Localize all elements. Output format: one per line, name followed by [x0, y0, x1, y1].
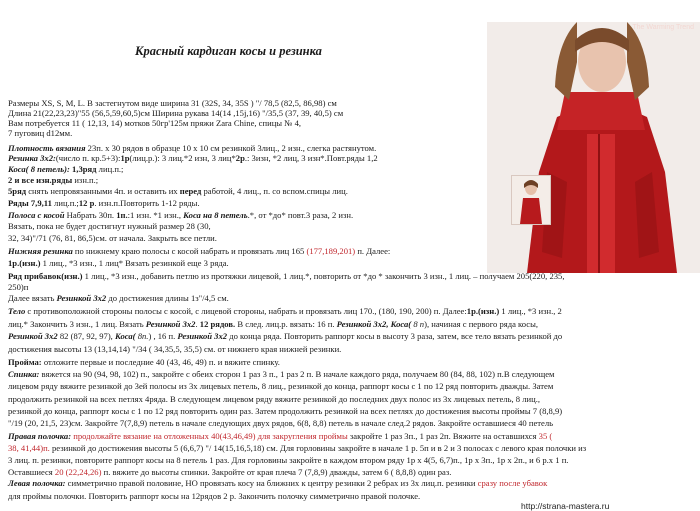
- text-segment: лицевом ряду вяжите резинкой до 3ей полосы из 3х лицевых петель, 8 лиц., резинкой до конца, раппорт косы с 1 по 12 ряд повторить дважды. Затем: [8, 381, 554, 391]
- text-segment: Резинкой 3х2: [8, 331, 58, 341]
- text-line: [8, 293, 229, 303]
- text-segment: Тело: [8, 306, 26, 316]
- text-line: [8, 143, 376, 153]
- text-segment: Вязать, пока не будет достигнут нужный размер 28 (30,: [8, 221, 211, 231]
- text-segment: 8 п: [411, 319, 425, 329]
- text-segment: Резинкой 3х2: [177, 331, 228, 341]
- text-line: [8, 271, 565, 281]
- text-line: [8, 467, 451, 477]
- text-line: [8, 344, 341, 354]
- text-segment: лиц.п.;: [96, 164, 124, 174]
- text-segment: 1 лиц., *3 изн., 1 лиц* Вязать резинкой еще 3 ряда.: [40, 258, 229, 268]
- text-segment: 23п. x 30 рядов в образце 10 x 10 см резинкой 3лиц., 2 изн., слегка растянутом.: [85, 143, 377, 153]
- text-segment: Набрать 30п.: [64, 210, 117, 220]
- text-line: [8, 394, 540, 404]
- text-segment: Ряд прибавок(изн.): [8, 271, 83, 281]
- text-segment: Ряды 7,9,11: [8, 198, 52, 208]
- text-segment: Далее вязать: [8, 293, 57, 303]
- text-segment: вяжется на 90 (94, 98, 102) п., закройте с обеих сторон 1 раз 3 п., 1 раз 2 п. В начале каждого ряда, получаем 80 (84, 88, 102) п.В следующем: [39, 369, 555, 379]
- text-segment: Плотность вязания: [8, 143, 86, 153]
- text-segment: симметрично правой половине, НО провязать косу на ближних к центру резинки 2 ребрах из 3х лиц.п. резинки: [65, 478, 478, 488]
- text-segment: до конца ряда. Повторить раппорт косы в высоту 3 раза, затем, все тело вязать резинкой до: [227, 331, 563, 341]
- text-line: [8, 381, 553, 391]
- text-line: [8, 357, 280, 367]
- text-line: [8, 153, 378, 163]
- text-segment: 1 лиц., *3 изн., добавить петлю из протяжки лицевой, 1 лиц.*, повторить от *до * закончить 3 изн., 1 лиц. – получаем 205(220, 235,: [82, 271, 565, 281]
- text-segment: п. Далее:: [355, 246, 391, 256]
- text-line: [8, 108, 343, 118]
- text-segment: сразу после убавок: [477, 478, 548, 488]
- text-segment: Правая полочка:: [8, 431, 72, 441]
- text-segment: резинкой до конца, раппорт косы с 1 по 12 ряд повторить один раз. Затем продолжить резинкой на всех петлях до достижения высоты проймы 7 (8,8,9): [8, 406, 563, 416]
- source-url: http://strana-mastera.ru: [521, 501, 610, 511]
- text-segment: Оставшиеся: [8, 467, 55, 477]
- text-segment: снять непровязанными 4п. и оставить их: [26, 186, 180, 196]
- text-segment: 1р.(изн.): [466, 306, 500, 316]
- text-segment: Коса( 8 петель):: [8, 164, 70, 174]
- text-line: [8, 186, 348, 196]
- text-line: [8, 98, 337, 108]
- text-segment: 3 лиц. п. резинки, повторите раппорт косы на 8 петель 1 раз. Для горловины закройте в каждом втором ряду 1р x 4(5, 6,7)п., 1р x 3п., 1р x 2п., и 6 р.x 1 п.: [8, 455, 569, 465]
- text-segment: 32, 34)"/71 (76, 81, 86,5)см. от начала. Закрыть все петли.: [8, 233, 217, 243]
- text-segment: 2 и все изн.ряды: [8, 175, 73, 185]
- text-segment: 12 рядов.: [199, 319, 236, 329]
- text-segment: (177,189,201): [306, 246, 356, 256]
- text-segment: Резинкой 3х2: [56, 293, 107, 303]
- text-segment: 38, 41,44)п.: [8, 443, 50, 453]
- text-segment: резинкой до достижения высоты 5 (6,6,7) "/ 14(15,16,5,18) см. Для горловины закройте в начале 1 р. 5п и в 2 и 3 полосах с левого края полочки из: [49, 443, 587, 453]
- text-segment: Длина 21(22,23,23)"55 (56,5,59,60,5)см Ширина рукава 14(14 ,15j,16) "/35,5 (37, 39, 40,5) см: [8, 108, 344, 118]
- text-segment: лиц.п.;: [51, 198, 79, 208]
- text-segment: Пройма:: [8, 357, 42, 367]
- text-segment: по нижнему краю полосы с косой набрать и провязать лиц 165: [72, 246, 307, 256]
- text-segment: Резинка 3х2:: [8, 153, 56, 163]
- text-segment: продолжить резинкой на всех петлях 4ряда. В следующем лицевом ряду вяжите резинкой до последних двух полос из 3х лицевых петель, 8 лиц.,: [8, 394, 541, 404]
- text-line: [8, 221, 211, 231]
- text-segment: 82 (87, 92, 97),: [57, 331, 115, 341]
- text-line: [8, 319, 538, 329]
- text-line: [8, 406, 562, 416]
- text-segment: 2р: [235, 153, 245, 163]
- text-segment: продолжайте вязание на отложенных 40(43,46,49) для закругления проймы: [71, 431, 348, 441]
- text-segment: 1 лиц., *3 изн., 2: [499, 306, 562, 316]
- text-segment: достижения высоты 13 (13,14,14) "/34 ( 34,35,5, 35,5) см. от нижнего края нижней резинки.: [8, 344, 342, 354]
- text-line: [8, 175, 98, 185]
- text-segment: 1п.: [116, 210, 128, 220]
- text-segment: 1,3ряд: [69, 164, 97, 174]
- text-segment: 12 р: [78, 198, 95, 208]
- text-segment: ), начиная с первого ряда косы,: [424, 319, 539, 329]
- text-segment: с противоположной стороны полосы с косой, с лицевой стороны, набрать и провязать лиц 170., (180, 190, 200) п. Далее:: [25, 306, 467, 316]
- text-segment: . изн.п.Повторить 1-12 ряды.: [94, 198, 200, 208]
- text-segment: Резинкой 3х2: [145, 319, 196, 329]
- text-segment: ) , 16 п.: [148, 331, 178, 341]
- text-segment: .*, от *до* повт.3 раза, 2 изн.: [247, 210, 354, 220]
- text-line: [8, 118, 301, 128]
- text-segment: 1р: [120, 153, 130, 163]
- text-segment: лиц.* Закончить 3 изн., 1 лиц. Вязать: [8, 319, 146, 329]
- inset-model-illustration: [512, 176, 550, 224]
- text-segment: работой, 4 лиц., п. со вспом.спицы лиц.: [201, 186, 348, 196]
- inset-photo: [511, 175, 551, 225]
- text-line: [8, 331, 562, 341]
- text-line: [8, 478, 547, 488]
- text-segment: 8п.: [135, 331, 149, 341]
- text-segment: до достижения длины 1з"/4,5 см.: [106, 293, 229, 303]
- text-line: [8, 443, 586, 453]
- text-segment: В след. лиц.р. вязать: 16 п.: [235, 319, 337, 329]
- text-segment: отложите первые и последние 40 (43, 46, 49) п. и вяжите спинку.: [41, 357, 280, 367]
- text-segment: Резинкой 3х2, Коса(: [336, 319, 412, 329]
- text-segment: "/19 (20, 21,5, 23)см. Закройте 7(7,8,9) петель в начале следующих двух рядов, 6(8, 8,8) петель в начале след.2 рядов. Закройте оставшиеся 40 петель: [8, 418, 554, 428]
- text-segment: .: [195, 319, 200, 329]
- text-segment: Размеры XS, S, M, L. В застегнутом виде ширина 31 (32S, 34, 35S ) "/ 78,5 (82,5, 86,98) см: [8, 98, 337, 108]
- document-title: Красный кардиган косы и резинка: [135, 44, 322, 58]
- text-segment: Нижняя резинка: [8, 246, 73, 256]
- text-segment: Спинка:: [8, 369, 40, 379]
- text-segment: п. вяжите до высоты спинки. Закройте от края плеча 7 (7,8,9) дважды, затем 6 ( 8,8,8) один раз.: [101, 467, 452, 477]
- text-line: [8, 306, 562, 316]
- magazine-title: The Warming Trend: [632, 24, 694, 31]
- text-segment: Полоса с косой: [8, 210, 65, 220]
- text-line: [8, 233, 217, 243]
- text-line: [8, 455, 568, 465]
- text-segment: для проймы полочки. Повторить раппорт косы на 12рядов 2 р. Закончить полочку симметрично правой полочке.: [8, 491, 421, 501]
- text-segment: :1 изн. *1 изн.,: [127, 210, 184, 220]
- text-line: [8, 198, 200, 208]
- text-line: [8, 210, 353, 220]
- text-segment: 250)п: [8, 282, 29, 292]
- text-line: [8, 491, 420, 501]
- text-segment: 5ряд: [8, 186, 27, 196]
- text-line: [8, 369, 554, 379]
- text-segment: 1р.(изн.): [8, 258, 41, 268]
- text-line: [8, 128, 72, 138]
- text-segment: изн.п.;: [72, 175, 99, 185]
- text-segment: (число п. кр.5+3):: [55, 153, 121, 163]
- text-line: [8, 246, 390, 256]
- text-line: [8, 164, 123, 174]
- text-segment: (лиц.р.): 3 лиц.*2 изн, 3 лиц*: [129, 153, 236, 163]
- text-segment: Вам потребуется 11 ( 12,13, 14) мотков 50гр'125м пряжи Zara Chine, спицы № 4,: [8, 118, 302, 128]
- text-segment: закройте 1 раз 3п., 1 раз 2п. Вяжите на оставшихся: [347, 431, 539, 441]
- text-segment: 35 (: [538, 431, 553, 441]
- text-segment: Коса на 8 петель: [183, 210, 248, 220]
- text-line: [8, 282, 28, 292]
- text-line: [8, 431, 552, 441]
- text-line: [8, 258, 229, 268]
- text-line: [8, 418, 553, 428]
- model-photo: [487, 22, 700, 273]
- model-illustration: [487, 22, 700, 273]
- text-segment: перед: [179, 186, 202, 196]
- text-segment: 7 пуговиц d12мм.: [8, 128, 73, 138]
- text-segment: Коса(: [114, 331, 136, 341]
- text-segment: .: 3изн, *2 лиц, 3 изн*.Повт.ряды 1,2: [244, 153, 378, 163]
- text-segment: Левая полочка:: [8, 478, 66, 488]
- text-segment: 20 (22,24,26): [54, 467, 102, 477]
